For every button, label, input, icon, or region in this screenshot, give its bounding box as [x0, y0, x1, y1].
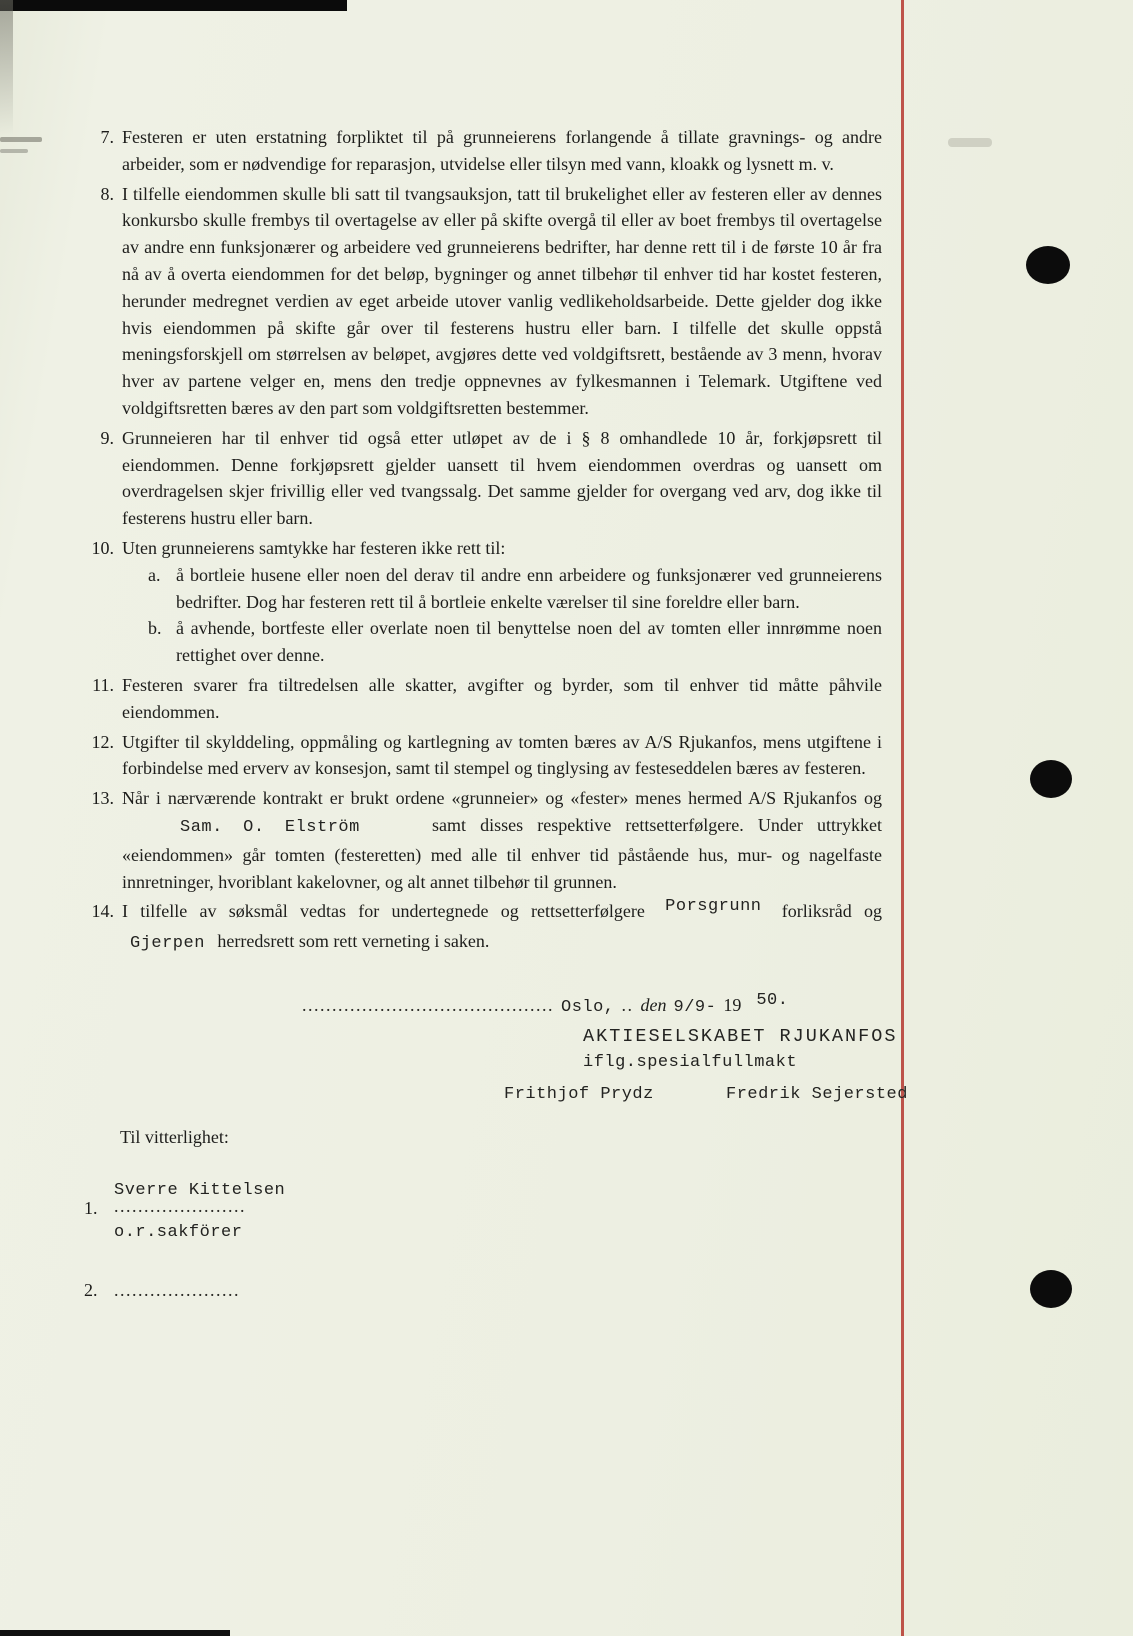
clause-number: 8.: [100, 183, 114, 204]
scan-smudge: [0, 137, 42, 142]
company-name: AKTIESELSKABET RJUKANFOS: [583, 1025, 898, 1047]
witness-line-1: [84, 1181, 882, 1247]
typed-insert-venue-court: Gjerpen: [130, 934, 205, 954]
clause-text: [122, 785, 882, 895]
witness-heading: Til vitterlighet:: [120, 1126, 229, 1147]
dotted-rule: ......................: [114, 1195, 246, 1216]
punch-hole-top: [1026, 246, 1070, 284]
clause-text-printed: samt disses respektive rettsetterfølgere. Under uttrykket «eiendommen» går tomten (festeretten) med alle til enhver tid påstående hus, mur- og nagelfaste innretninger, hvoriblant kakelovner, og alt annet tilbehør til grunnen.: [122, 814, 883, 892]
typed-date: 9/9-: [673, 997, 717, 1017]
punch-hole-middle: [1030, 760, 1072, 798]
signature-block: [84, 986, 908, 1116]
clause-11: [84, 672, 882, 726]
scan-smudge: [948, 138, 992, 147]
clause-number: 11.: [92, 674, 114, 695]
clause-14: [84, 898, 882, 958]
printed-century: 19: [723, 994, 742, 1015]
scan-edge-left-shadow: [0, 0, 13, 135]
clause-9: [84, 425, 882, 532]
clause-text: I tilfelle eiendommen skulle bli satt til tvangsauksjon, tatt til brukelighet eller av festeren eller av dennes konkursbo skulle frembys til overtagelse av eller på skifte overgå til eller av boet frembys til overtagelse av andre enn funksjonærer og arbeidere ved grunneierens bedrifter, har denne rett til i de første 10 år fra nå av å overta eiendommen for det beløp, bygninger og annet tilbehør til enhver tid har kostet festeren, herunder medregnet verdien av eget arbeide utover vanlig vedlikeholdsarbeide. Dette gjelder dog ikke hvis eiendommen på skifte går over til festerens hustru eller barn. I tilfelle det skulle oppstå meningsforskjell om størrelsen av beløpet, avgjøres dette ved voldgiftsrett, bestående av 3 menn, hvorav hver av partene velger en, mens den tredje oppnevnes av fylkesmannen i Telemark. Utgiftene ved voldgiftsretten bæres av den part som voldgiftsretten bestemmer.: [122, 183, 882, 418]
clause-text: [122, 898, 882, 958]
typed-place: Oslo,: [561, 997, 615, 1017]
clause-text: Festeren er uten erstatning forpliktet til på grunneierens forlangende å tillate gravnings- og andre arbeider, som er nødvendige for reparasjon, utvidelse eller tilsyn med vann, kloakk og lysnett m. v.: [122, 127, 882, 174]
scan-edge-bottom: [0, 1630, 230, 1636]
clause-text-printed: forliksråd og: [781, 901, 883, 922]
clause-number: 7.: [100, 127, 114, 147]
dotted-rule: ..: [621, 994, 634, 1015]
subclause-text: å avhende, bortfeste eller overlate noen til benyttelse noen del av tomten eller innrømme noen rettighet over denne.: [176, 618, 882, 666]
subclause-a: [148, 562, 882, 616]
scan-edge-top: [0, 0, 347, 11]
clause-number: 10.: [91, 537, 114, 558]
subclause-letter: b.: [148, 618, 162, 639]
printed-den-label: den: [640, 994, 667, 1015]
clause-text-printed: I tilfelle av søksmål vedtas for undertegnede og rettsetterfølgere: [122, 901, 645, 922]
date-line: [302, 992, 796, 1022]
clause-number: 12.: [91, 731, 114, 752]
dotted-rule: .....................: [114, 1279, 240, 1300]
authority-note: iflg.spesialfullmakt: [583, 1052, 798, 1072]
contract-body: [84, 124, 908, 1303]
typed-year: 50.: [756, 990, 789, 1010]
clause-12: [84, 729, 882, 783]
clause-8: [84, 181, 882, 422]
red-margin-line: [901, 0, 904, 1636]
punch-hole-bottom: [1030, 1270, 1072, 1308]
subclause-letter: a.: [148, 564, 161, 585]
clause-text: Utgifter til skylddeling, oppmåling og kartlegning av tomten bæres av A/S Rjukanfos, mens utgiftene i forbindelse med erverv av konsesjon, samt til stempel og tinglysing av festeseddelen bæres av festeren.: [122, 731, 882, 779]
witness-number: 2.: [84, 1279, 98, 1300]
signature-fredrik-sejersted: Fredrik Sejersted: [726, 1084, 908, 1104]
subclause-b: [148, 615, 882, 669]
signature-frithjof-prydz: Frithjof Prydz: [504, 1084, 654, 1104]
witness-title: o.r.sakförer: [114, 1222, 243, 1242]
clause-text-printed: herredsrett som rett verneting i saken.: [217, 931, 490, 952]
dotted-rule: ..........................................: [302, 994, 554, 1015]
clause-text: Festeren svarer fra tiltredelsen alle skatter, avgifter og byrder, som til enhver tid måtte påhvile eiendommen.: [122, 674, 882, 722]
clause-number: 13.: [91, 788, 114, 809]
witness-number: 1.: [84, 1197, 98, 1218]
clause-text-printed: Når i nærværende kontrakt er brukt ordene «grunneier» og «fester» menes hermed A/S Rjukanfos og: [122, 788, 882, 809]
witness-signature-sverre-kittelsen: Sverre Kittelsen: [114, 1180, 286, 1200]
clause-text: Grunneieren har til enhver tid også etter utløpet av de i § 8 omhandlede 10 år, forkjøpsrett til eiendommen. Denne forkjøpsrett gjelder uansett til hvem eiendommen overdras og uansett om overdragelsen skjer frivillig eller ved tvangssalg. Det samme gjelder for overgang ved arv, dog ikke til festerens hustru eller barn.: [122, 427, 882, 529]
scan-smudge: [0, 149, 28, 153]
typed-insert-lessee-name: Sam. O. Elström: [180, 817, 360, 837]
clause-13: [84, 785, 882, 895]
clause-number: 9.: [100, 427, 114, 448]
subclause-text: å bortleie husene eller noen del derav til andre enn arbeidere og funksjonærer ved grunneierens bedrifter. Dog har festeren rett til å bortleie enkelte værelser til sine foreldre eller barn.: [176, 564, 882, 612]
clause-10: [84, 535, 882, 669]
typed-insert-venue-forliksraad: Porsgrunn: [665, 897, 762, 917]
witness-line-2: [84, 1263, 882, 1304]
clause-intro: Uten grunneierens samtykke har festeren ikke rett til:: [122, 537, 506, 558]
clause-number: 14.: [91, 901, 114, 922]
clause-7: [84, 124, 882, 178]
